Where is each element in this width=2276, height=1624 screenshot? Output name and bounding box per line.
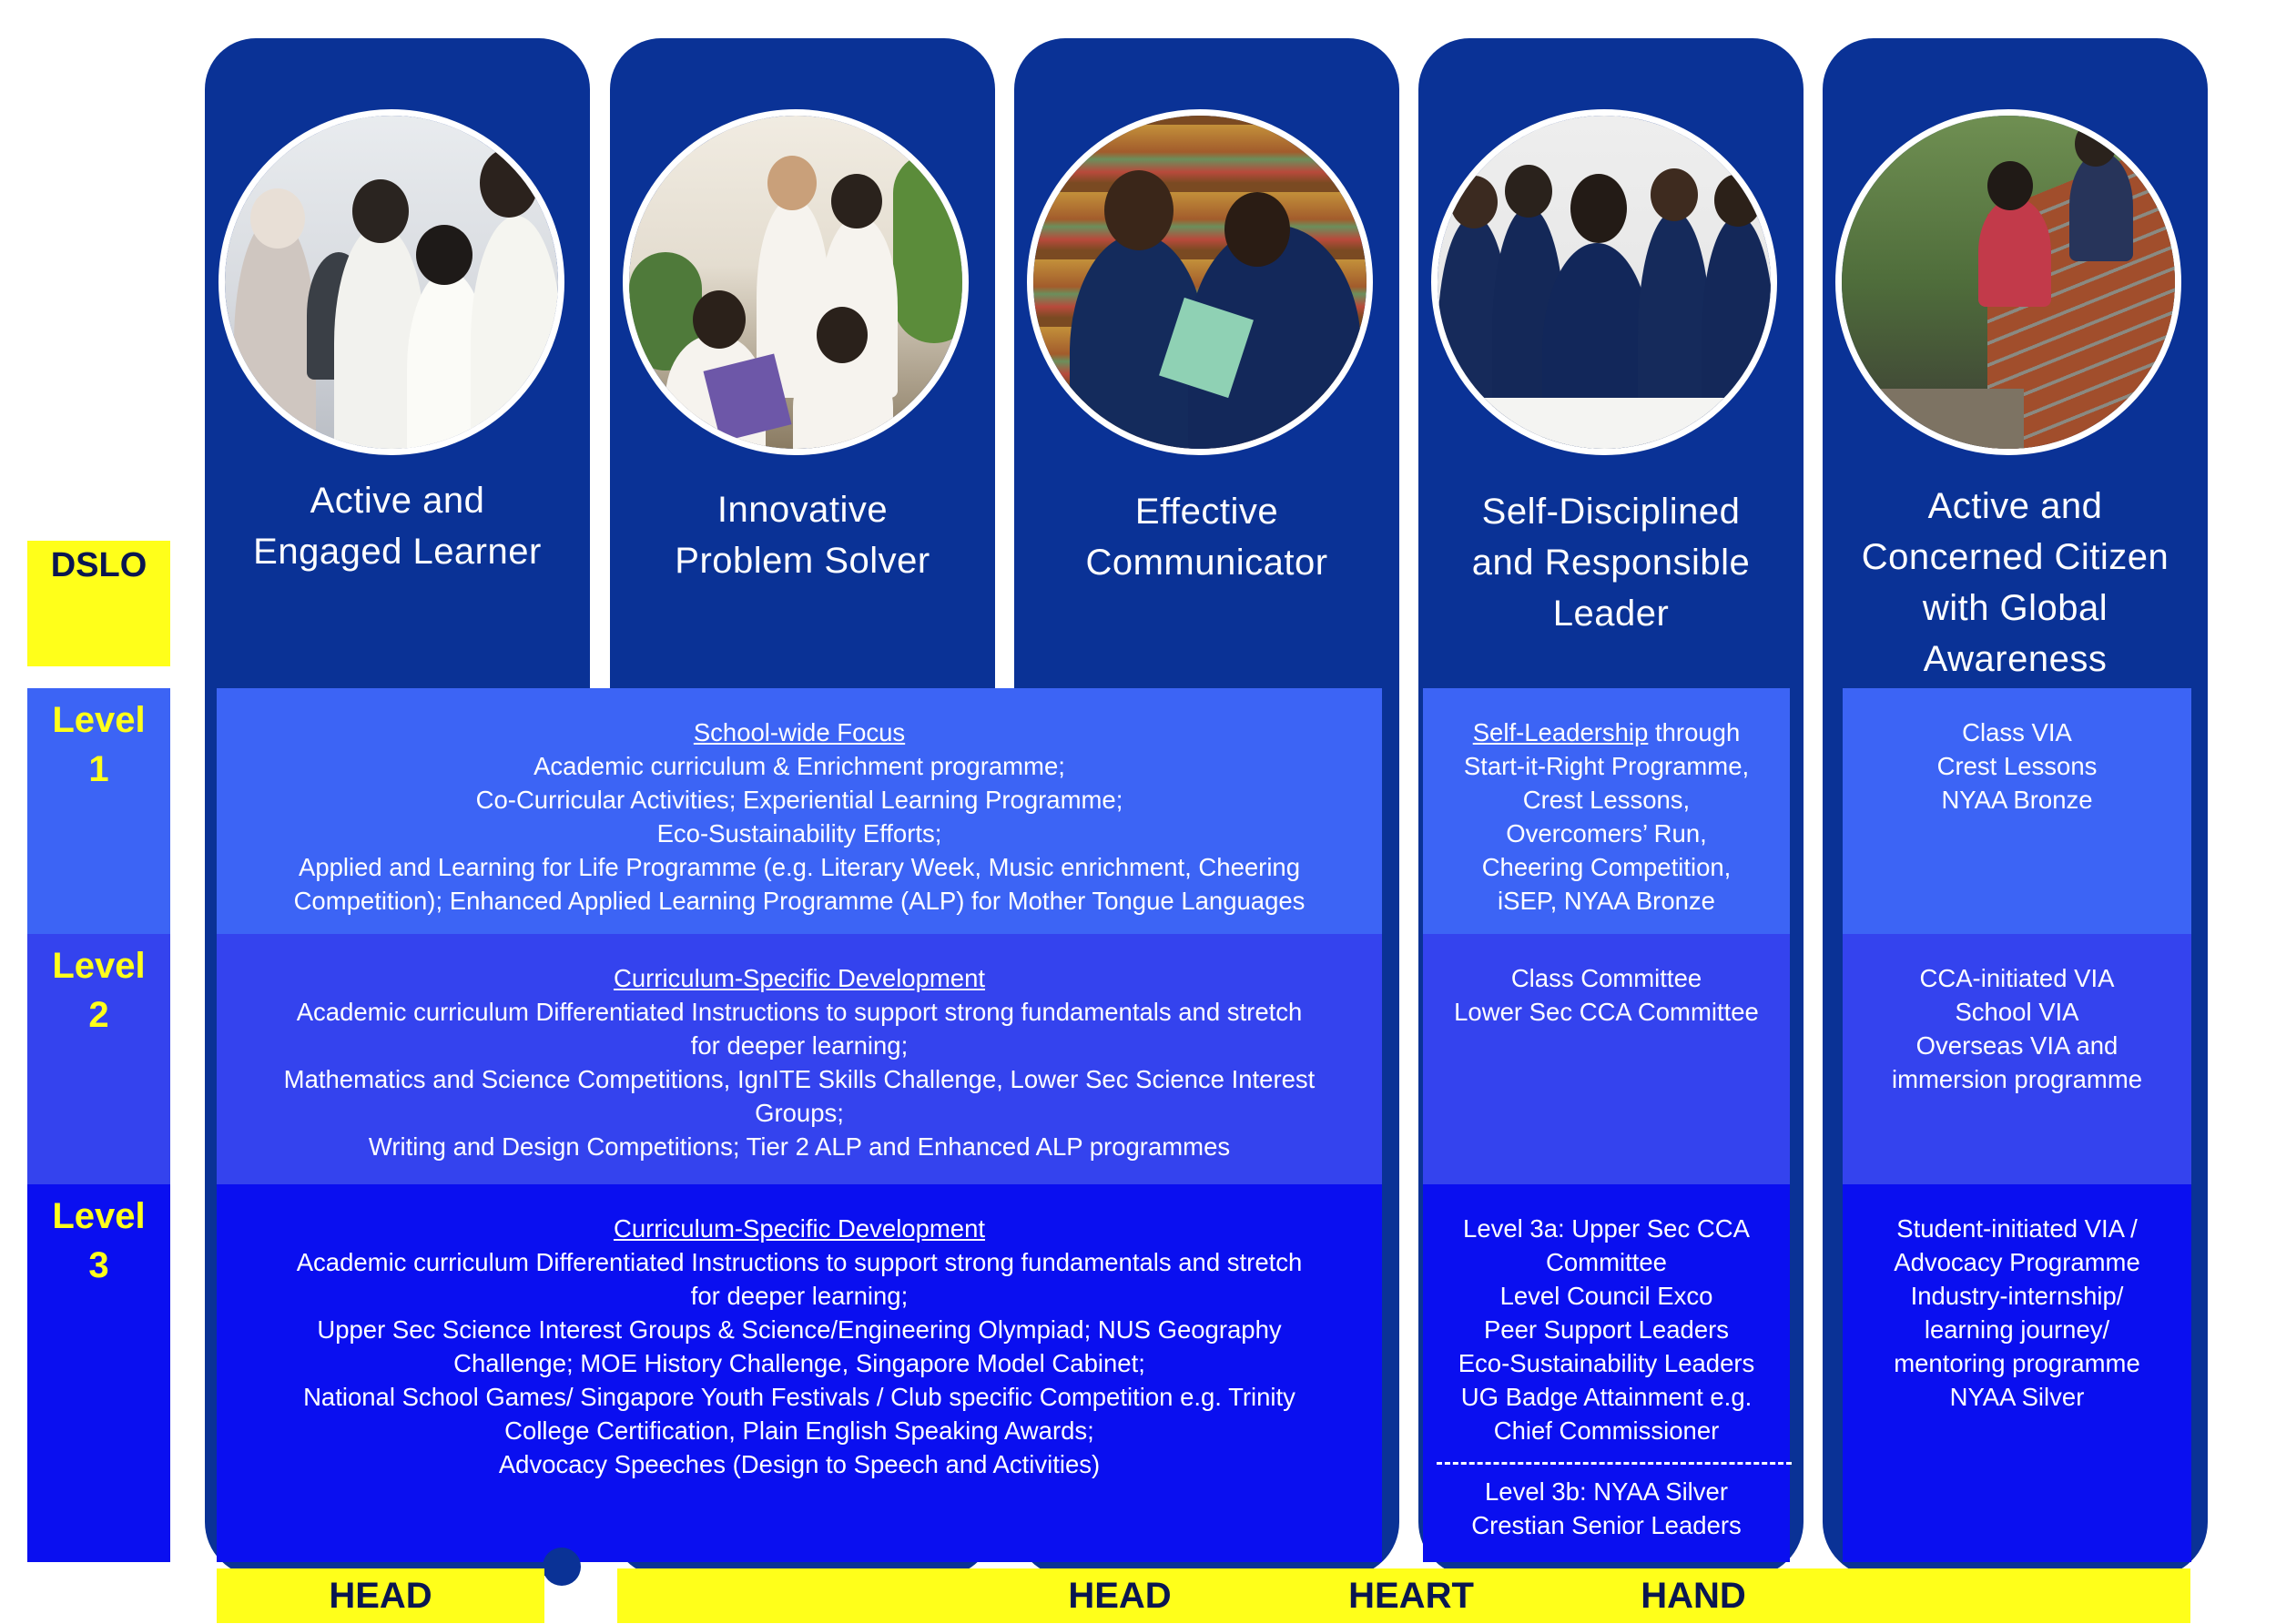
students-microscope-photo bbox=[218, 109, 564, 455]
cell-line: UG Badge Attainment e.g. bbox=[1460, 1383, 1753, 1411]
outcome-title-line: Communicator bbox=[1085, 543, 1328, 583]
cell-heading bbox=[1423, 716, 1790, 749]
cell-line: Level Council Exco bbox=[1499, 1282, 1713, 1310]
column-notch bbox=[543, 1548, 581, 1586]
level-number: 3 bbox=[88, 1245, 109, 1285]
outcome-title-line: Effective bbox=[1134, 492, 1279, 532]
cell-line: for deeper learning; bbox=[690, 1031, 909, 1060]
cell-line: Academic curriculum Differentiated Instructions to support strong fundamentals and stretch bbox=[296, 998, 1303, 1026]
cell-line: College Certification, Plain English Speaking Awards; bbox=[504, 1416, 1094, 1445]
cell-line: Overseas VIA and bbox=[1915, 1031, 2119, 1060]
citizenship-level-3-cell bbox=[1843, 1184, 2191, 1562]
cell-line: School VIA bbox=[1955, 998, 2079, 1026]
bottom-label-heart: HEART bbox=[1348, 1576, 1474, 1616]
bottom-label-hand: HAND bbox=[1641, 1576, 1746, 1616]
cell-line: Overcomers’ Run, bbox=[1506, 819, 1707, 848]
leadership-level-1-cell bbox=[1423, 688, 1790, 934]
student-leaders-group-photo bbox=[1431, 109, 1777, 455]
level-3-divider bbox=[1437, 1462, 1792, 1465]
cell-line: Industry-internship/ bbox=[1910, 1282, 2124, 1310]
cell-line: CCA-initiated VIA bbox=[1919, 964, 2115, 992]
cell-line: Crestian Senior Leaders bbox=[1471, 1511, 1742, 1539]
cell-line: Student-initiated VIA / bbox=[1896, 1214, 2138, 1243]
cell-line: immersion programme bbox=[1891, 1065, 2143, 1093]
cell-line: Level 3a: Upper Sec CCA bbox=[1463, 1214, 1750, 1243]
cell-line: Academic curriculum Differentiated Instructions to support strong fundamentals and stretch bbox=[296, 1248, 1303, 1276]
cell-line: learning journey/ bbox=[1924, 1315, 2110, 1344]
outcome-title-line: Problem Solver bbox=[675, 541, 930, 581]
cell-heading: Curriculum-Specific Development bbox=[613, 1214, 986, 1243]
cell-line: Level 3b: NYAA Silver bbox=[1485, 1477, 1728, 1506]
students-library-reading-photo bbox=[1027, 109, 1373, 455]
cell-line: Competition); Enhanced Applied Learning Programme (ALP) for Mother Tongue Languages bbox=[293, 887, 1306, 915]
cell-line: Peer Support Leaders bbox=[1483, 1315, 1730, 1344]
outcome-title-line: and Responsible bbox=[1471, 543, 1751, 583]
cell-line: Co-Curricular Activities; Experiential Learning Programme; bbox=[475, 786, 1123, 814]
school-wide-level-2-cell bbox=[217, 934, 1382, 1184]
cell-line: Crest Lessons, bbox=[1522, 786, 1691, 814]
students-outdoor-project-photo bbox=[623, 109, 969, 455]
outcome-title-line: Active and bbox=[1927, 486, 2103, 526]
outcome-title-5 bbox=[1827, 481, 2203, 685]
level-word: Level bbox=[52, 700, 146, 740]
cell-line: Cheering Competition, bbox=[1481, 853, 1732, 881]
cell-line: Crest Lessons bbox=[1936, 752, 2098, 780]
cell-line: Lower Sec CCA Committee bbox=[1454, 998, 1759, 1026]
outcome-title-3 bbox=[1019, 486, 1395, 588]
cell-line: Mathematics and Science Competitions, IgnITE Skills Challenge, Lower Sec Science Interest bbox=[283, 1065, 1316, 1093]
cell-heading-underlined: Self-Leadership bbox=[1472, 718, 1649, 746]
cell-line: Chief Commissioner bbox=[1493, 1416, 1720, 1445]
cell-line: mentoring programme bbox=[1894, 1349, 2140, 1377]
outcome-title-line: Active and bbox=[310, 481, 485, 521]
cell-line: for deeper learning; bbox=[690, 1282, 909, 1310]
level-2-label bbox=[27, 934, 170, 1184]
leadership-level-3-cell bbox=[1423, 1184, 1790, 1562]
bottom-label-head-1: HEAD bbox=[329, 1576, 432, 1616]
level-1-label bbox=[27, 688, 170, 934]
outcome-title-line: Leader bbox=[1552, 594, 1670, 634]
outcome-title-line: Self-Disciplined bbox=[1481, 492, 1741, 532]
outcome-title-1 bbox=[209, 475, 585, 577]
cell-line: Groups; bbox=[755, 1099, 844, 1127]
cell-line: Committee bbox=[1546, 1248, 1667, 1276]
cell-line: Writing and Design Competitions; Tier 2 ALP and Enhanced ALP programmes bbox=[368, 1132, 1231, 1161]
cell-heading-rest: through bbox=[1648, 718, 1741, 746]
cell-line: National School Games/ Singapore Youth Festivals / Club specific Competition e.g. Trinity bbox=[303, 1383, 1295, 1411]
cell-line: Class Committee bbox=[1510, 964, 1702, 992]
level-word: Level bbox=[52, 946, 146, 986]
level-word: Level bbox=[52, 1196, 146, 1236]
level-number: 1 bbox=[88, 749, 109, 789]
cell-heading: Curriculum-Specific Development bbox=[613, 964, 986, 992]
cell-line: Advocacy Programme bbox=[1894, 1248, 2140, 1276]
cell-line: Applied and Learning for Life Programme (e.g. Literary Week, Music enrichment, Cheering bbox=[298, 853, 1301, 881]
school-wide-level-3-cell bbox=[217, 1184, 1382, 1562]
cell-line: Challenge; MOE History Challenge, Singapore Model Cabinet; bbox=[453, 1349, 1145, 1377]
outcome-title-line: Innovative bbox=[716, 490, 889, 530]
cell-line: NYAA Bronze bbox=[1941, 786, 2093, 814]
outcome-title-2 bbox=[615, 484, 991, 586]
level-3-label bbox=[27, 1184, 170, 1562]
outcome-title-line: with Global bbox=[1922, 588, 2108, 628]
outcome-title-4 bbox=[1423, 486, 1799, 639]
students-brick-wall-service-photo bbox=[1835, 109, 2181, 455]
cell-line: iSEP, NYAA Bronze bbox=[1498, 887, 1715, 915]
cell-line: NYAA Silver bbox=[1949, 1383, 2085, 1411]
outcome-title-line: Concerned Citizen bbox=[1861, 537, 2169, 577]
outcome-title-line: Awareness bbox=[1923, 639, 2108, 679]
school-wide-level-1-cell bbox=[217, 688, 1382, 934]
bottom-label-head-2: HEAD bbox=[1068, 1576, 1172, 1616]
cell-line: Academic curriculum & Enrichment programme; bbox=[533, 752, 1065, 780]
citizenship-level-2-cell bbox=[1843, 934, 2191, 1184]
citizenship-level-1-cell bbox=[1843, 688, 2191, 934]
cell-line: Start-it-Right Programme, bbox=[1463, 752, 1750, 780]
dslo-label: DSLO bbox=[27, 541, 170, 666]
cell-line: Eco-Sustainability Leaders bbox=[1458, 1349, 1755, 1377]
cell-line: Class VIA bbox=[1962, 718, 2072, 746]
leadership-level-2-cell bbox=[1423, 934, 1790, 1184]
cell-line: Upper Sec Science Interest Groups & Science/Engineering Olympiad; NUS Geography bbox=[317, 1315, 1282, 1344]
cell-line: Eco-Sustainability Efforts; bbox=[656, 819, 942, 848]
cell-line: Advocacy Speeches (Design to Speech and Activities) bbox=[498, 1450, 1101, 1478]
outcome-title-line: Engaged Learner bbox=[253, 532, 542, 572]
level-number: 2 bbox=[88, 995, 109, 1035]
cell-heading: School-wide Focus bbox=[693, 718, 906, 746]
